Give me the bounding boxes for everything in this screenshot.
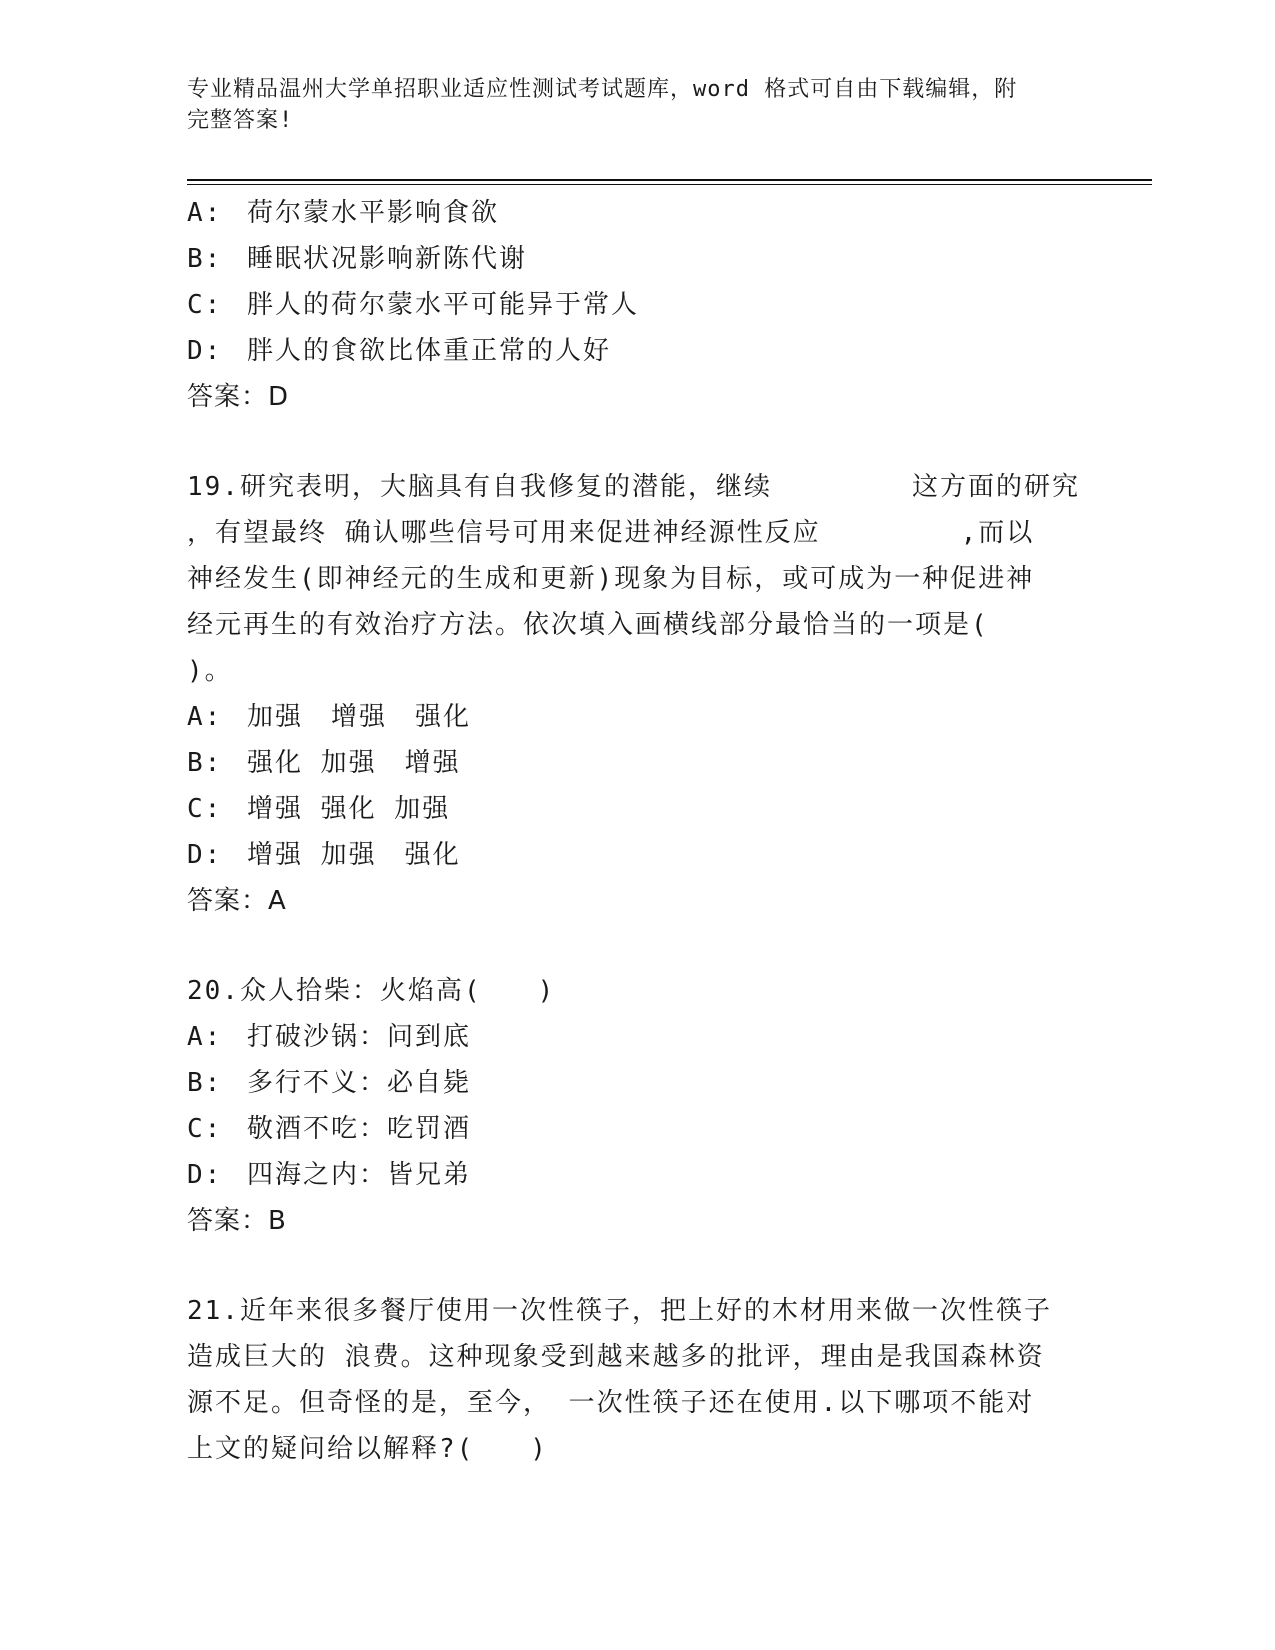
option-label: A: bbox=[187, 1022, 223, 1052]
option-label: B: bbox=[187, 244, 223, 274]
spacer bbox=[187, 420, 1087, 464]
spacer bbox=[187, 924, 1087, 968]
question-18 bbox=[187, 190, 1087, 420]
document-header bbox=[187, 74, 1067, 136]
option-text: 打破沙锅：问到底 bbox=[247, 1022, 472, 1052]
option-b bbox=[187, 1060, 1087, 1106]
option-text: 增强 加强 强化 bbox=[247, 840, 461, 870]
option-label: C: bbox=[187, 794, 223, 824]
question-text-line: 21.近年来很多餐厅使用一次性筷子，把上好的木材用来做一次性筷子 bbox=[187, 1296, 1052, 1326]
option-c bbox=[187, 786, 1087, 832]
option-c bbox=[187, 282, 1087, 328]
option-text: 四海之内：皆兄弟 bbox=[247, 1160, 472, 1190]
spacer bbox=[187, 1244, 1087, 1288]
option-text: 荷尔蒙水平影响食欲 bbox=[247, 198, 500, 228]
question-19 bbox=[187, 464, 1087, 924]
option-a bbox=[187, 694, 1087, 740]
option-a bbox=[187, 190, 1087, 236]
option-label: D: bbox=[187, 840, 223, 870]
question-content bbox=[187, 190, 1087, 1472]
option-label: B: bbox=[187, 748, 223, 778]
answer-line: 答案：B bbox=[187, 1206, 287, 1236]
header-rule-thick bbox=[187, 179, 1152, 181]
question-21 bbox=[187, 1288, 1087, 1472]
question-text-line: 20.众人拾柴：火焰高( ) bbox=[187, 976, 556, 1006]
option-text: 敬酒不吃：吃罚酒 bbox=[247, 1114, 472, 1144]
header-line-2: 完整答案! bbox=[187, 108, 294, 133]
option-label: B: bbox=[187, 1068, 223, 1098]
header-line-1: 专业精品温州大学单招职业适应性测试考试题库，word 格式可自由下载编辑，附 bbox=[187, 77, 1018, 102]
question-text-line: ，有望最终 确认哪些信号可用来促进神经源性反应 ,而以 bbox=[187, 518, 1035, 548]
option-c bbox=[187, 1106, 1087, 1152]
option-text: 多行不义：必自毙 bbox=[247, 1068, 472, 1098]
option-d bbox=[187, 1152, 1087, 1198]
answer-line: 答案：A bbox=[187, 886, 287, 916]
option-text: 胖人的荷尔蒙水平可能异于常人 bbox=[247, 290, 640, 320]
option-b bbox=[187, 236, 1087, 282]
question-text-line: 19.研究表明，大脑具有自我修复的潜能，继续 这方面的研究 bbox=[187, 472, 1080, 502]
option-label: C: bbox=[187, 290, 223, 320]
question-20 bbox=[187, 968, 1087, 1244]
option-text: 胖人的食欲比体重正常的人好 bbox=[247, 336, 612, 366]
question-text-line: 神经发生(即神经元的生成和更新)现象为目标，或可成为一种促进神 bbox=[187, 564, 1035, 594]
question-text-line: 源不足。但奇怪的是，至今， 一次性筷子还在使用.以下哪项不能对 bbox=[187, 1388, 1035, 1418]
option-text: 强化 加强 增强 bbox=[247, 748, 461, 778]
option-label: A: bbox=[187, 198, 223, 228]
option-label: D: bbox=[187, 336, 223, 366]
question-text-line: 经元再生的有效治疗方法。依次填入画横线部分最恰当的一项是( bbox=[187, 610, 989, 640]
question-text-line: 上文的疑问给以解释?( ) bbox=[187, 1434, 548, 1464]
option-b bbox=[187, 740, 1087, 786]
option-label: C: bbox=[187, 1114, 223, 1144]
option-d bbox=[187, 832, 1087, 878]
option-label: A: bbox=[187, 702, 223, 732]
option-text: 增强 强化 加强 bbox=[247, 794, 451, 824]
question-text-line: )。 bbox=[187, 656, 233, 686]
option-label: D: bbox=[187, 1160, 223, 1190]
question-text-line: 造成巨大的 浪费。这种现象受到越来越多的批评，理由是我国森林资 bbox=[187, 1342, 1045, 1372]
header-rule-thin bbox=[187, 184, 1152, 185]
answer-line: 答案：D bbox=[187, 382, 290, 412]
option-text: 加强 增强 强化 bbox=[247, 702, 472, 732]
option-d bbox=[187, 328, 1087, 374]
option-a bbox=[187, 1014, 1087, 1060]
option-text: 睡眠状况影响新陈代谢 bbox=[247, 244, 528, 274]
